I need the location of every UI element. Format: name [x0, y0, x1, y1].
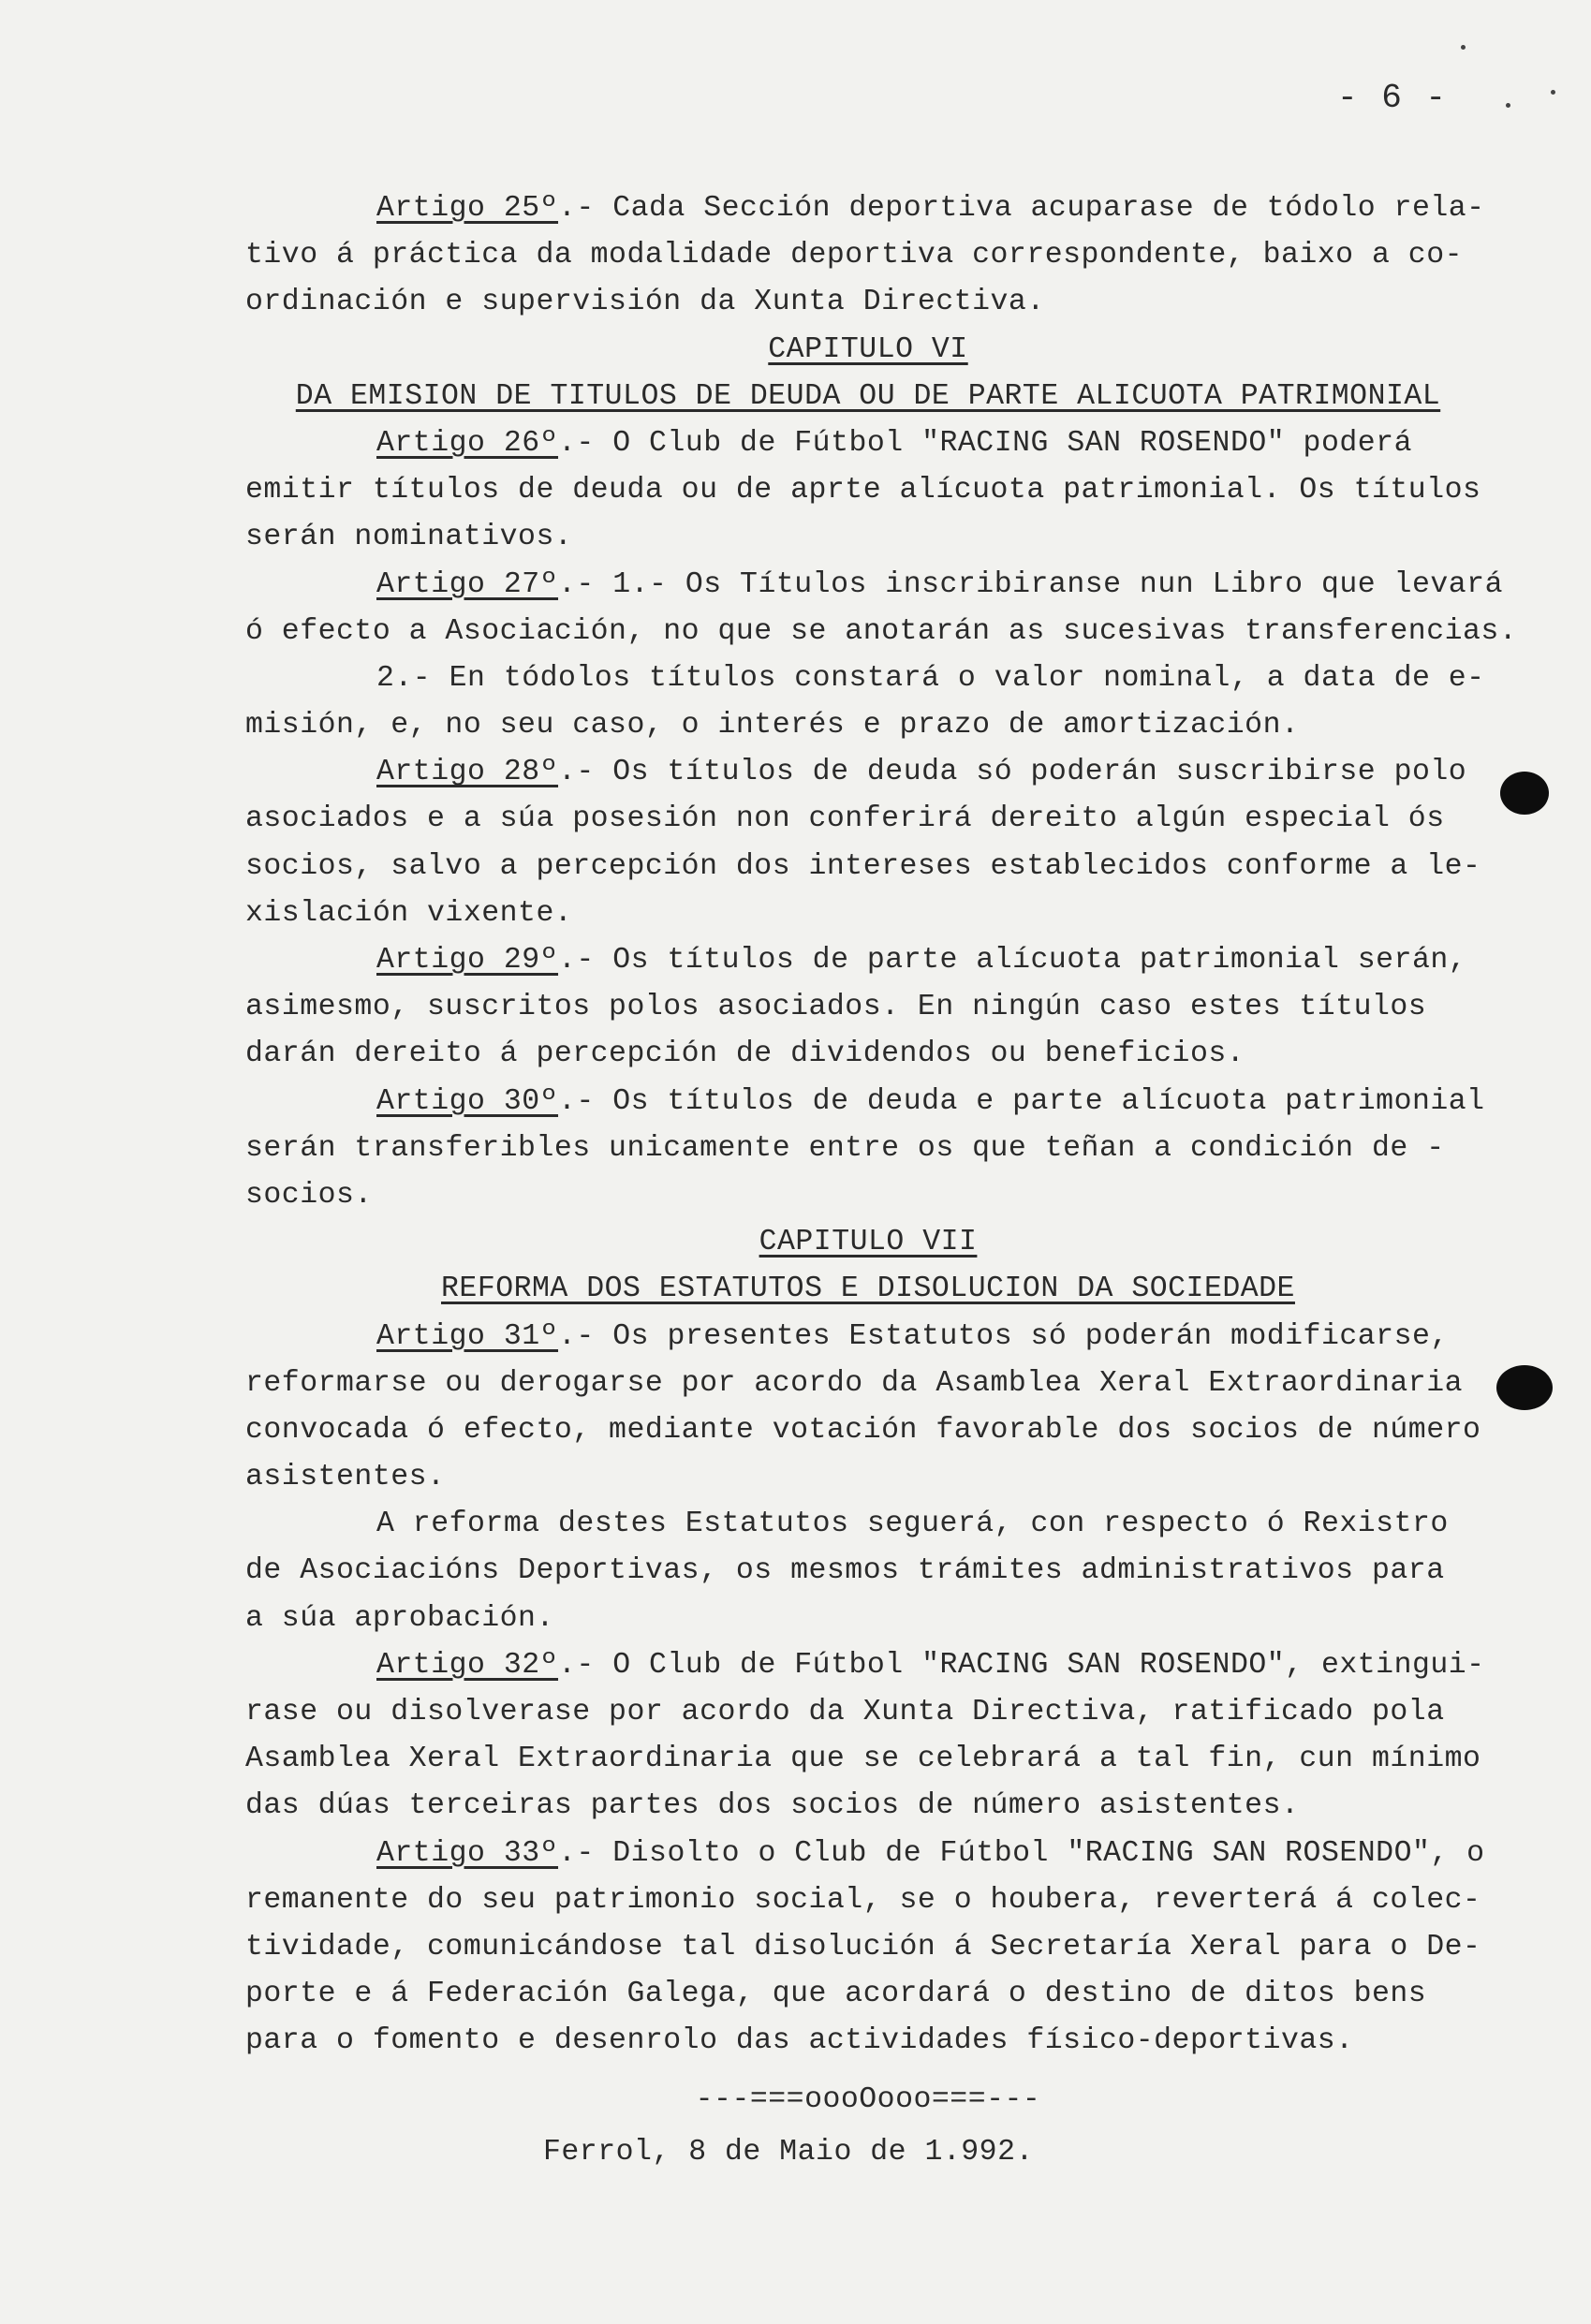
article-text: misión, e, no seu caso, o interés e prazo de amortización. — [245, 709, 1300, 743]
article-text: .- 1.- Os Títulos inscribiranse nun Libro que levará — [558, 567, 1503, 601]
article-text: tivo á práctica da modalidade deportiva correspondente, baixo a co- — [245, 239, 1464, 272]
page-number: - 6 - — [1337, 79, 1449, 117]
article-text: das dúas terceiras partes dos socios de número asistentes. — [245, 1789, 1300, 1823]
scan-speck — [1506, 103, 1510, 108]
scan-speck — [1551, 90, 1555, 95]
article-text: rase ou disolverase por acordo da Xunta Directiva, ratificado pola — [245, 1696, 1445, 1728]
article-text: .- Disolto o Club de Fútbol "RACING SAN ROSENDO", o — [558, 1836, 1485, 1870]
article-31 — [245, 1314, 1538, 1642]
article-heading: Artigo 29º — [376, 944, 559, 977]
article-text: serán nominativos. — [245, 521, 573, 554]
chapter-subtitle: DA EMISION DE TITULOS DE DEUDA OU DE PARTE ALICUOTA PATRIMONIAL — [295, 379, 1441, 413]
article-33 — [245, 1831, 1538, 2066]
ink-blot — [1500, 772, 1549, 815]
article-heading: Artigo 27º — [376, 567, 559, 601]
article-heading: Artigo 30º — [376, 1084, 559, 1118]
article-30 — [245, 1079, 1538, 1220]
article-text: darán dereito á percepción de dividendos ou beneficios. — [245, 1037, 1245, 1071]
article-text: xislación vixente. — [245, 896, 573, 930]
article-text: asistentes. — [245, 1461, 446, 1494]
article-text: asociados e a súa posesión non conferirá dereito algún especial ós — [245, 802, 1445, 836]
article-heading: Artigo 32º — [376, 1648, 559, 1682]
article-heading: Artigo 31º — [376, 1319, 559, 1353]
chapter-title: CAPITULO VII — [759, 1226, 978, 1259]
article-text: tividade, comunicándose tal disolución á Secretaría Xeral para o De- — [245, 1930, 1481, 1964]
article-text: porte e á Federación Galega, que acordará o destino de ditos bens — [245, 1978, 1427, 2011]
article-27 — [245, 562, 1538, 750]
article-text: .- O Club de Fútbol "RACING SAN ROSENDO" poderá — [558, 426, 1412, 460]
article-28 — [245, 749, 1538, 937]
article-text: a súa aprobación. — [245, 1601, 554, 1635]
article-text: .- Os títulos de parte alícuota patrimonial serán, — [558, 944, 1467, 977]
article-text: convocada ó efecto, mediante votación favorable dos socios de número — [245, 1413, 1481, 1447]
article-text: emitir títulos de deuda ou de aprte alícuota patrimonial. Os títulos — [245, 474, 1481, 507]
article-text: asimesmo, suscritos polos asociados. En ningún caso estes títulos — [245, 991, 1427, 1024]
chapter-6-heading — [245, 327, 1538, 420]
article-text: .- O Club de Fútbol "RACING SAN ROSENDO", extingui- — [558, 1648, 1485, 1682]
article-text: socios, salvo a percepción dos intereses establecidos conforme a le- — [245, 849, 1481, 883]
article-text: reformarse ou derogarse por acordo da Asamblea Xeral Extraordinaria — [245, 1366, 1464, 1400]
article-heading: Artigo 26º — [376, 426, 559, 460]
article-text: .- Os títulos de deuda e parte alícuota patrimonial — [558, 1084, 1485, 1118]
article-text: serán transferibles unicamente entre os que teñan a condición de - — [245, 1131, 1445, 1165]
closing — [245, 2077, 1538, 2176]
article-text: .- Cada Sección deportiva acuparase de tódolo rela- — [558, 192, 1485, 225]
article-text: 2.- En tódolos títulos constará o valor nominal, a data de e- — [376, 661, 1485, 695]
document-body — [245, 185, 1538, 2176]
article-text: de Asociacións Deportivas, os mesmos trámites administrativos para — [245, 1554, 1445, 1588]
article-29 — [245, 937, 1538, 1079]
chapter-7-heading — [245, 1219, 1538, 1313]
article-text: .- Os presentes Estatutos só poderán modificarse, — [558, 1319, 1449, 1353]
article-heading: Artigo 28º — [376, 756, 559, 789]
chapter-subtitle: REFORMA DOS ESTATUTOS E DISOLUCION DA SOCIEDADE — [441, 1272, 1295, 1306]
article-text: ordinación e supervisión da Xunta Directiva. — [245, 286, 1045, 319]
article-heading: Artigo 25º — [376, 192, 559, 225]
article-32 — [245, 1642, 1538, 1831]
article-text: .- Os títulos de deuda só poderán suscribirse polo — [558, 756, 1467, 789]
ornament-divider: ---===oooOooo===--- — [695, 2082, 1041, 2116]
article-25 — [245, 185, 1538, 327]
article-text: para o fomento e desenrolo das actividades físico-deportivas. — [245, 2024, 1354, 2058]
article-text: ó efecto a Asociación, no que se anotarán as sucesivas transferencias. — [245, 614, 1518, 648]
scan-speck — [1461, 45, 1466, 50]
place-date: Ferrol, 8 de Maio de 1.992. — [543, 2135, 1034, 2169]
article-text: remanente do seu patrimonio social, se o houbera, reverterá á colec- — [245, 1883, 1481, 1917]
article-heading: Artigo 33º — [376, 1836, 559, 1870]
ink-blot — [1496, 1365, 1553, 1410]
article-text: Asamblea Xeral Extraordinaria que se celebrará a tal fin, cun mínimo — [245, 1743, 1481, 1776]
article-text: socios. — [245, 1178, 373, 1212]
article-26 — [245, 420, 1538, 562]
article-text: A reforma destes Estatutos seguerá, con respecto ó Rexistro — [376, 1508, 1449, 1541]
chapter-title: CAPITULO VI — [768, 332, 968, 366]
